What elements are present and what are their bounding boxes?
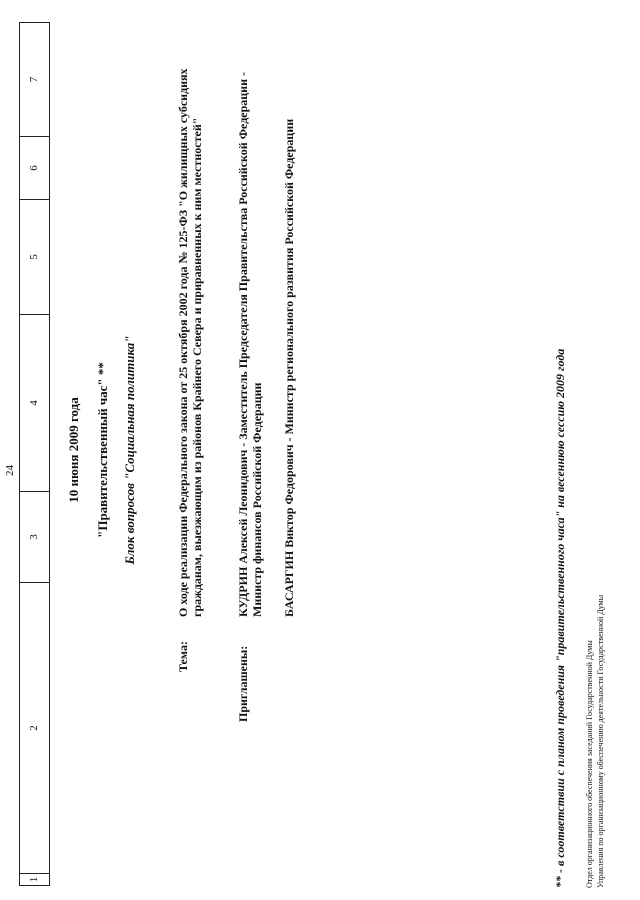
column-number-header xyxy=(19,22,50,886)
column-divider xyxy=(20,582,49,583)
topic-text xyxy=(176,68,204,617)
column-divider xyxy=(20,136,49,137)
invited-person xyxy=(282,119,296,617)
column-divider xyxy=(20,873,49,874)
department-line: Управления по организационному обеспечению деятельности Государственной Думы xyxy=(596,594,605,888)
meeting-date: 10 июня 2009 года xyxy=(66,397,81,503)
column-number-cell: 6 xyxy=(28,165,40,171)
session-title: "Правительственный час" ** xyxy=(95,362,110,538)
footnote: ** - в соответствии с планом проведения "правительственного часа" на весеннюю сессию 2009 года xyxy=(553,348,567,888)
invited-person xyxy=(236,72,264,617)
column-divider xyxy=(20,199,49,200)
topic-line: гражданам, выезжающим из районов Крайнего Севера и приравненных к ним местностей" xyxy=(190,117,204,617)
column-number-cell: 1 xyxy=(28,876,40,883)
column-divider xyxy=(20,491,49,492)
topic-line: О ходе реализации Федерального закона от 25 октября 2002 года № 125-ФЗ "О жилищных субсидиях xyxy=(176,68,190,617)
invited-label: Приглашены: xyxy=(236,645,250,722)
column-number-cell: 7 xyxy=(28,76,40,83)
column-number-cell: 4 xyxy=(28,400,40,406)
column-number-cell: 2 xyxy=(28,725,40,731)
column-divider xyxy=(20,314,49,315)
department-line: Отдел организационного обеспечения заседаний Государственной Думы xyxy=(585,640,594,888)
topic-label: Тема: xyxy=(176,641,190,672)
page-number: 24 xyxy=(4,465,16,476)
column-number-cell: 5 xyxy=(28,254,40,260)
column-number-cell: 3 xyxy=(28,534,40,540)
invited-person-line: КУДРИН Алексей Леонидович - Заместитель Председателя Правительства Российской Федерации - xyxy=(236,71,250,617)
invited-person-line: Министр финансов Российской Федерации xyxy=(250,382,264,617)
invited-person-line: БАСАРГИН Виктор Федорович - Министр регионального развития Российской Федерации xyxy=(282,118,296,617)
block-title: Блок вопросов "Социальная политика" xyxy=(122,335,137,565)
